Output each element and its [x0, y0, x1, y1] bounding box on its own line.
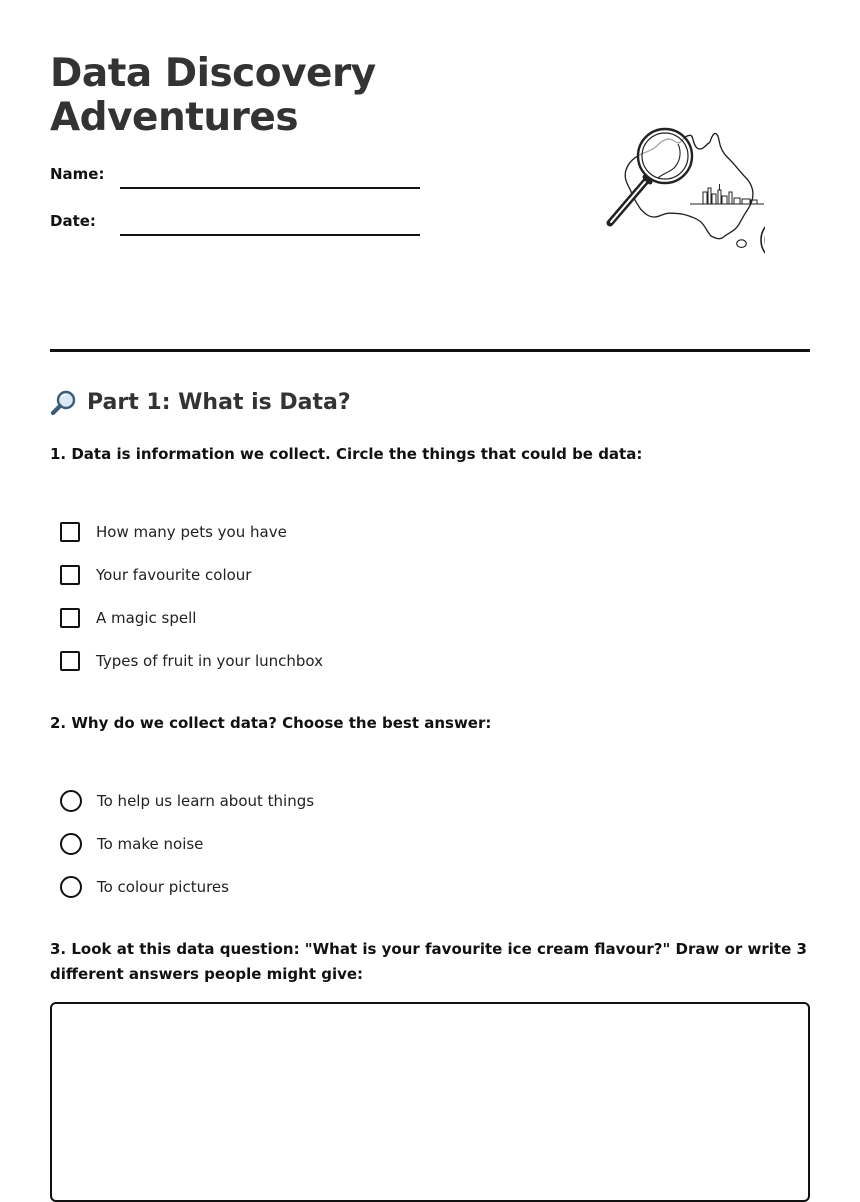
header-divider: [50, 349, 810, 352]
question-3-prompt: 3. Look at this data question: "What is your favourite ice cream flavour?" Draw or write 3 different answers people might give:: [50, 940, 807, 983]
part1-title-text: Part 1: What is Data?: [87, 390, 351, 415]
question-1-option[interactable]: [60, 639, 323, 682]
name-write-line[interactable]: [120, 187, 420, 189]
question-2-prompt: 2. Why do we collect data? Choose the best answer:: [50, 714, 492, 732]
option-label: Your favourite colour: [96, 565, 252, 584]
option-label: Types of fruit in your lunchbox: [96, 651, 324, 670]
question-3-answer-box[interactable]: [50, 1002, 810, 1202]
question-1-options: [60, 510, 323, 682]
name-label: Name:: [50, 165, 105, 183]
date-field: [50, 211, 420, 235]
question-1-option[interactable]: [60, 510, 323, 553]
worksheet-title: Data Discovery Adventures: [50, 51, 376, 140]
date-label: Date:: [50, 212, 96, 230]
radio-button[interactable]: [60, 876, 82, 898]
radio-button[interactable]: [60, 790, 82, 812]
option-label: To help us learn about things: [97, 791, 315, 810]
data-explorer-illustration: [550, 122, 765, 272]
checkbox[interactable]: [60, 565, 80, 585]
part1-title: [50, 388, 351, 418]
option-label: How many pets you have: [96, 522, 287, 541]
option-label: A magic spell: [96, 608, 197, 627]
checkbox[interactable]: [60, 522, 80, 542]
name-field: [50, 164, 420, 188]
compass-icon: [761, 205, 765, 262]
magnifying-glass-icon: [610, 129, 692, 223]
worksheet-header: [50, 0, 810, 353]
question-2-option[interactable]: [60, 865, 314, 908]
checkbox[interactable]: [60, 651, 80, 671]
checkbox[interactable]: [60, 608, 80, 628]
question-2-option[interactable]: [60, 779, 314, 822]
question-1-option[interactable]: [60, 596, 323, 639]
question-1-option[interactable]: [60, 553, 323, 596]
worksheet-page: [50, 0, 810, 1161]
option-label: To make noise: [97, 834, 204, 853]
date-write-line[interactable]: [120, 234, 420, 236]
radio-button[interactable]: [60, 833, 82, 855]
option-label: To colour pictures: [97, 877, 229, 896]
magnifying-glass-icon: [50, 389, 78, 417]
question-2-option[interactable]: [60, 822, 314, 865]
question-2-options: [60, 779, 314, 908]
question-1-prompt: 1. Data is information we collect. Circle the things that could be data:: [50, 445, 643, 463]
